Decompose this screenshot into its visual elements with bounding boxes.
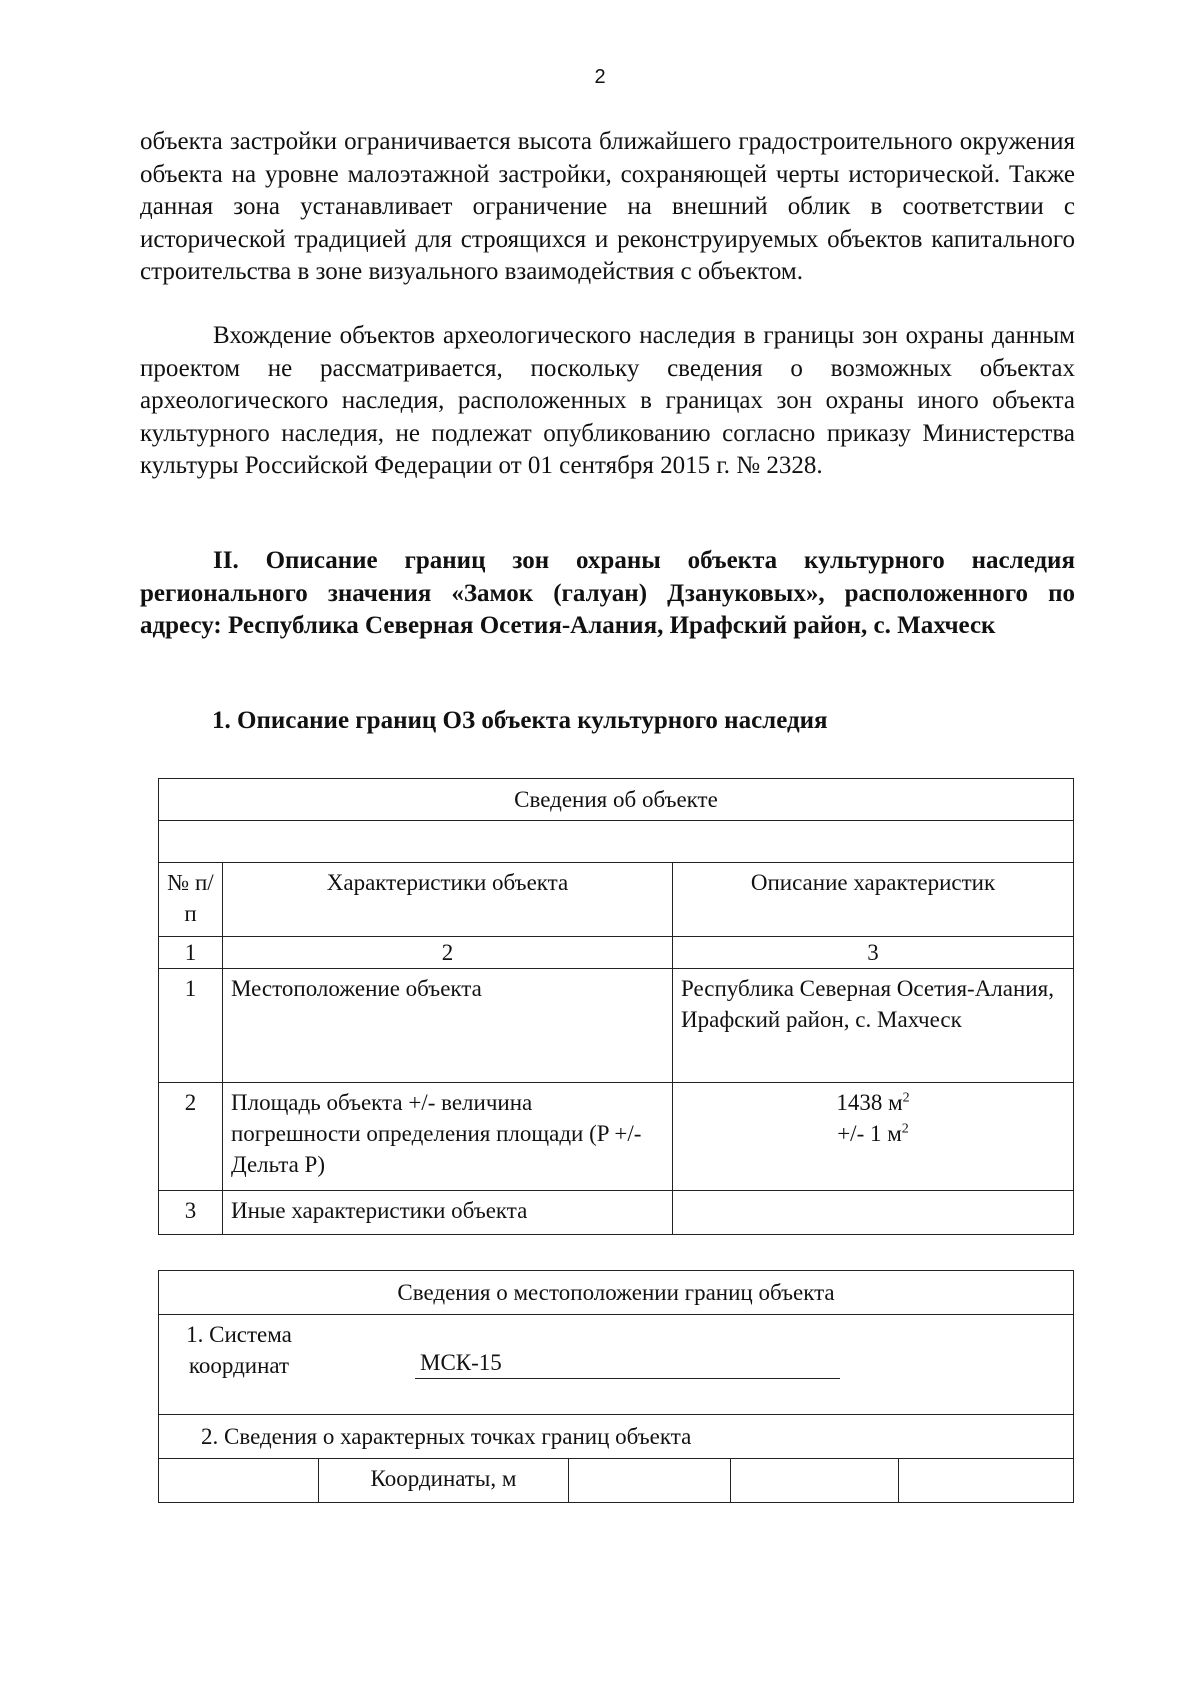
coord-system-value: МСК-15 <box>415 1347 840 1379</box>
page-number: 2 <box>594 66 606 88</box>
col-number-2: 2 <box>223 937 673 969</box>
table-row <box>159 969 1074 1083</box>
object-table-empty-row <box>159 821 1074 863</box>
paragraph-2: Вхождение объектов археологического наследия в границы зон охраны данным проектом не рассматривается, поскольку сведения о возможных объектах археологического наследия, расположенных в границах зон охраны иного объекта культурного наследия, не подлежат опубликованию согласно приказу Министерства культуры Российской Федерации от 01 сентября 2015 г. № 2328. <box>140 322 1075 479</box>
row-num: 1 <box>159 969 223 1083</box>
points-col-empty-2 <box>569 1459 731 1503</box>
row-characteristic: Иные характеристики объекта <box>223 1191 673 1235</box>
object-table-title: Сведения об объекте <box>159 779 1074 821</box>
header-characteristic: Характеристики объекта <box>223 863 673 937</box>
coordinates-header: Координаты, м <box>319 1459 569 1503</box>
coord-system-label: 1. Система координат <box>186 1322 292 1378</box>
row-num: 3 <box>159 1191 223 1235</box>
paragraph-1: объекта застройки ограничивается высота ближайшего градостроительного окружения объекта на уровне малоэтажной застройки, сохраняющей черты исторической. Также данная зона устанавливает ограничение на внешний облик в соответствии с исторической традицией для строящихся и реконструируемых объектов капитального строительства в зоне визуального взаимодействия с объектом. <box>140 128 1075 285</box>
col-number-1: 1 <box>159 937 223 969</box>
area-cell <box>673 1083 1074 1191</box>
table-row <box>159 1083 1074 1191</box>
area-value: 1438 $м^2$ <box>836 1090 910 1115</box>
section-heading: II. Описание границ зон охраны объекта культурного наследия регионального значения «Замок (галуан) Дзануковых», расположенного по адресу: Республика Северная Осетия-Алания, Ирафский район, с. Махческ <box>140 547 1075 639</box>
subsection-heading: 1. Описание границ ОЗ объекта культурного наследия <box>212 707 828 734</box>
object-info-table <box>158 778 1074 1235</box>
header-description: Описание характеристик <box>673 863 1074 937</box>
location-table <box>158 1270 1074 1503</box>
area-tolerance: +/- 1 $м^2$ <box>837 1121 909 1146</box>
points-col-empty-4 <box>899 1459 1074 1503</box>
row-num: 2 <box>159 1083 223 1191</box>
header-num: № п/п <box>159 863 223 937</box>
row-characteristic: Местоположение объекта <box>223 969 673 1083</box>
coord-system-cell <box>159 1315 1074 1415</box>
points-col-empty-3 <box>731 1459 899 1503</box>
points-col-empty-1 <box>159 1459 319 1503</box>
points-label: 2. Сведения о характерных точках границ объекта <box>159 1415 1074 1459</box>
location-table-title: Сведения о местоположении границ объекта <box>159 1271 1074 1315</box>
row-characteristic: Площадь объекта +/- величина погрешности определения площади (P +/- Дельта P) <box>223 1083 673 1191</box>
row-description: Республика Северная Осетия-Алания, Ирафский район, с. Махческ <box>673 969 1074 1083</box>
table-row <box>159 1191 1074 1235</box>
row-description <box>673 1191 1074 1235</box>
col-number-3: 3 <box>673 937 1074 969</box>
